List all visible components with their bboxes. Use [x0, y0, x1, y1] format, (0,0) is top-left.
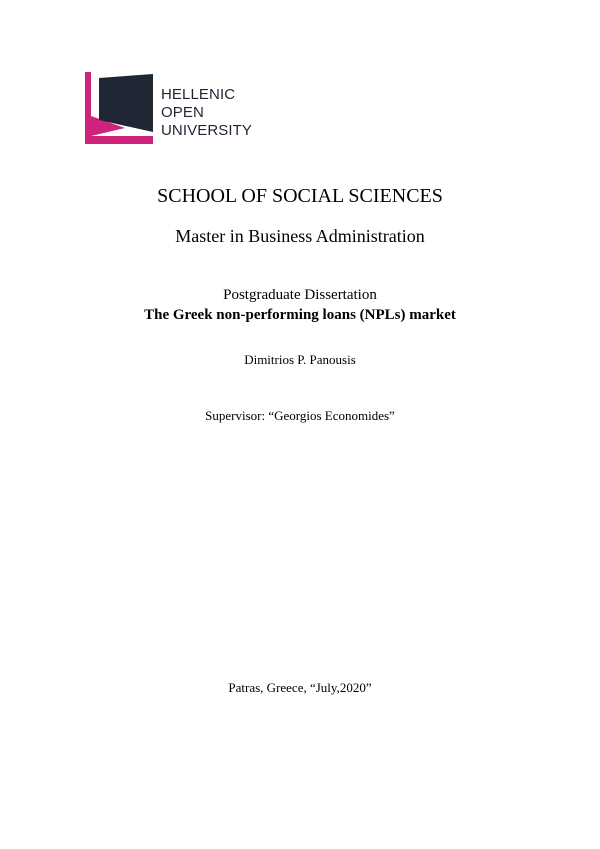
place-and-date: Patras, Greece, “July,2020” — [228, 680, 372, 695]
dissertation-title: The Greek non-performing loans (NPLs) market — [144, 307, 456, 323]
logo-wordmark — [161, 86, 252, 140]
logo-line-2: OPEN — [161, 104, 204, 121]
logo-line-1: HELLENIC — [161, 86, 236, 103]
school-name: SCHOOL OF SOCIAL SCIENCES — [157, 185, 443, 207]
supervisor-line: Supervisor: “Georgios Economides” — [205, 408, 395, 423]
author-name: Dimitrios P. Panousis — [244, 352, 356, 367]
document-type: Postgraduate Dissertation — [223, 287, 377, 303]
program-name: Master in Business Administration — [175, 226, 425, 246]
logo-emblem-icon — [85, 72, 157, 148]
logo-line-3: UNIVERSITY — [161, 122, 253, 139]
university-logo — [85, 72, 255, 148]
